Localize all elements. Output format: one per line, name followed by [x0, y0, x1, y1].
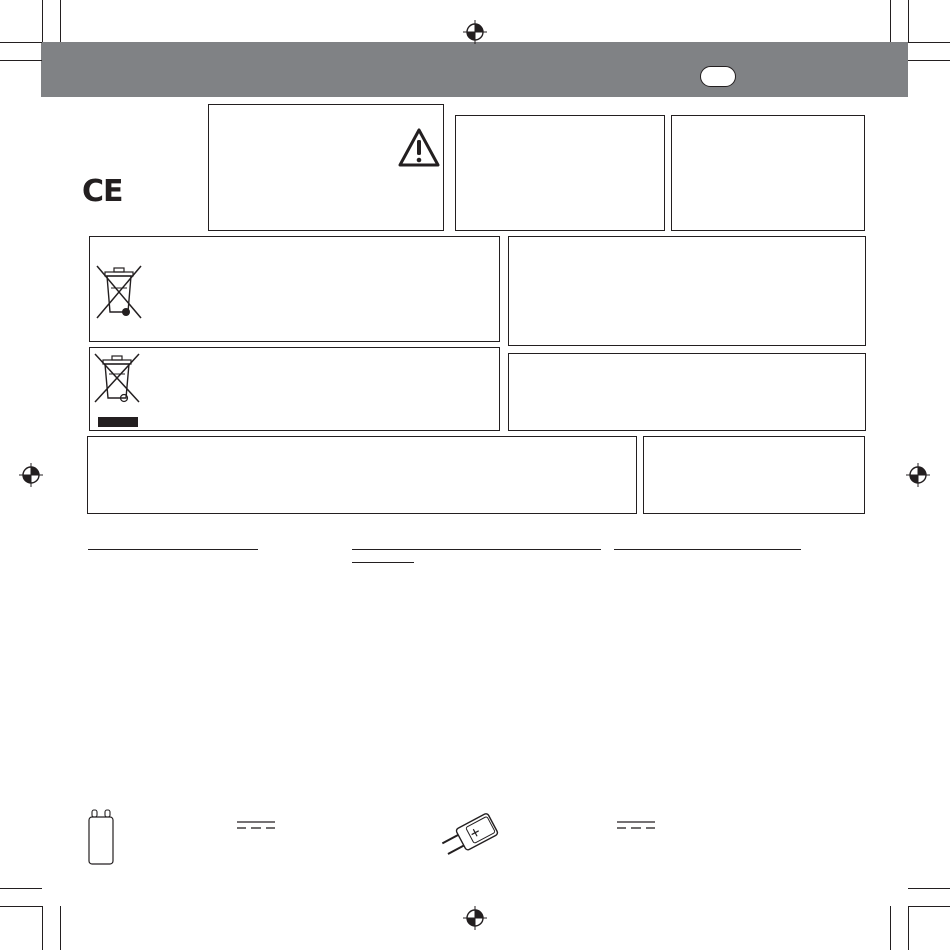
battery-disposal-box: [89, 347, 500, 431]
crop-mark: [908, 906, 950, 907]
info-box-1: [455, 115, 665, 231]
crop-mark: [42, 0, 43, 42]
info-box-4: [508, 353, 866, 431]
warning-triangle-icon: [397, 127, 441, 169]
crop-mark: [60, 0, 61, 42]
crossed-out-wheelie-bin-icon: [95, 264, 143, 320]
registration-mark-icon: [463, 906, 487, 930]
crop-mark: [908, 906, 909, 950]
direct-current-symbol-icon: [236, 820, 276, 830]
registration-mark-icon: [463, 20, 487, 44]
notice-box-wide: [87, 436, 637, 514]
crop-mark: [908, 0, 909, 42]
crop-mark: [908, 888, 950, 889]
section-heading-rule: [614, 549, 801, 550]
crop-mark: [0, 906, 42, 907]
language-badge: [700, 66, 736, 87]
info-box-2: [671, 115, 865, 231]
warning-box: [208, 104, 444, 231]
crop-mark: [908, 42, 950, 43]
registration-mark-icon: [906, 463, 930, 487]
crop-mark: [0, 60, 42, 61]
weee-disposal-box: [89, 236, 500, 342]
section-heading-rule: [352, 562, 414, 563]
crop-mark: [0, 888, 42, 889]
crop-mark: [0, 42, 42, 43]
ce-mark: CE: [82, 174, 123, 209]
info-box-3: [508, 236, 866, 346]
crossed-out-battery-bin-icon: [93, 352, 141, 404]
crop-mark: [42, 906, 43, 950]
crop-mark: [908, 60, 950, 61]
battery-bin-bar: [98, 417, 138, 427]
crop-mark: [60, 906, 61, 950]
info-box-5: [643, 436, 865, 514]
section-heading-rule: [352, 549, 601, 550]
crop-mark: [890, 0, 891, 42]
plug-adapter-icon: [440, 810, 506, 860]
registration-mark-icon: [19, 463, 43, 487]
section-heading-rule: [88, 549, 258, 550]
battery-icon: [88, 807, 114, 865]
header-band: [41, 42, 908, 97]
crop-mark: [890, 906, 891, 950]
direct-current-symbol-icon: [616, 820, 656, 830]
